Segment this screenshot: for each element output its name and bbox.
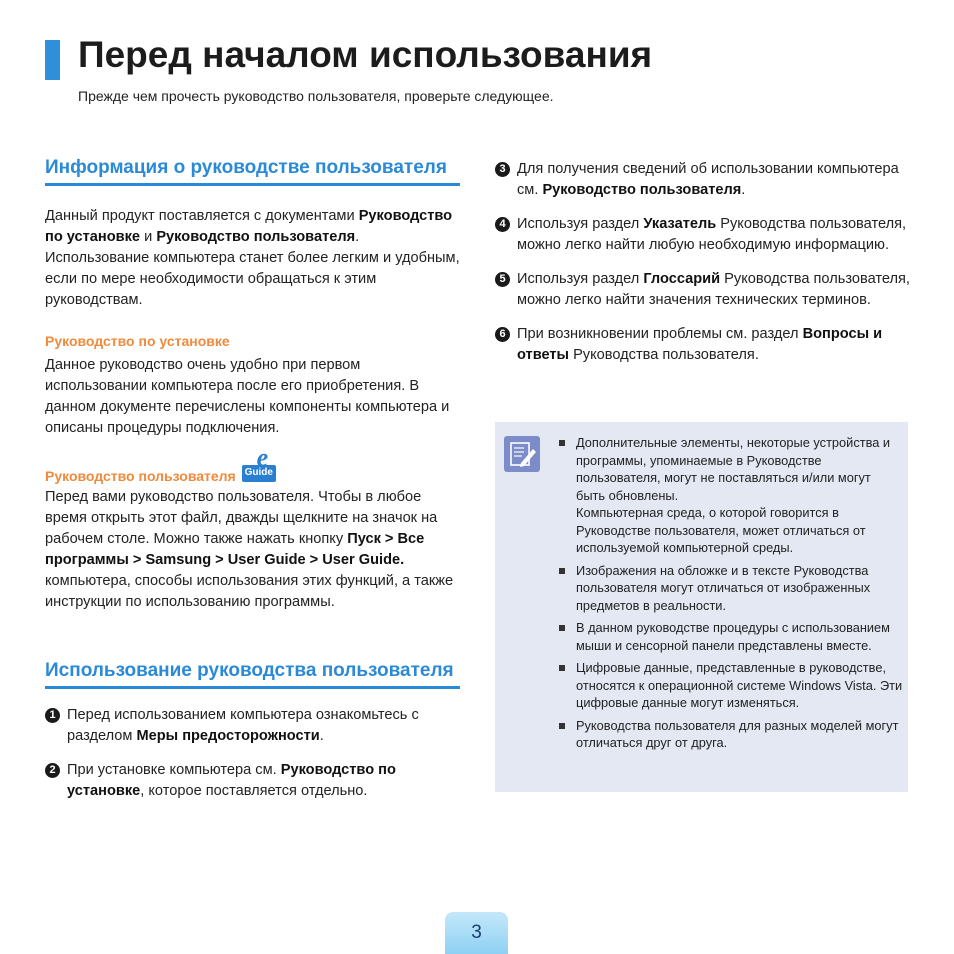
- number-badge: 5: [495, 272, 510, 287]
- page-subtitle: Прежде чем прочесть руководство пользователя, проверьте следующее.: [78, 88, 554, 104]
- intro-text: Данный продукт поставляется с документами: [45, 208, 359, 224]
- intro-paragraph: [45, 206, 460, 248]
- note-item: Цифровые данные, представленные в руководстве, относятся к операционной системе Windows Vista. Эти цифровые данные могут изменяться.: [558, 659, 903, 712]
- intro-text-end: .: [355, 229, 360, 245]
- note-box: [495, 422, 908, 792]
- memo-pencil-icon: [504, 436, 540, 472]
- list-item: 4 Используя раздел Указатель Руководства пользователя, можно легко найти любую необходимую информацию.: [495, 214, 910, 256]
- user-guide-text: [45, 487, 460, 571]
- intro-paragraph-2: Использование компьютера станет более легким и удобным, если по мере необходимости обращаться к этим руководствам.: [45, 250, 460, 308]
- page-title: Перед началом использования: [78, 34, 653, 75]
- section-heading-info: Информация о руководстве пользователя: [45, 156, 460, 186]
- user-guide-text-main: Перед вами руководство пользователя. Чтобы в любое время открыть этот файл, дважды щелкните на значок на рабочем столе. Можно также нажать кнопку: [45, 489, 438, 547]
- section-heading-usage: Использование руководства пользователя: [45, 659, 460, 689]
- list-item: 2 При установке компьютера см. Руководство по установке, которое поставляется отдельно.: [45, 760, 460, 802]
- note-item: Изображения на обложке и в тексте Руководства пользователя могут отличаться от изображенных предметов в реальности.: [558, 562, 903, 615]
- subheading-setup-guide: Руководство по установке: [45, 333, 230, 349]
- number-badge: 4: [495, 217, 510, 232]
- list-item: 1 Перед использованием компьютера ознакомьтесь с разделом Меры предосторожности.: [45, 705, 460, 747]
- number-badge: 6: [495, 327, 510, 342]
- subheading-user-guide-label: Руководство пользователя: [45, 468, 236, 484]
- list-item: 3 Для получения сведений об использовании компьютера см. Руководство пользователя.: [495, 159, 910, 201]
- number-badge: 2: [45, 763, 60, 778]
- title-accent-bar: [45, 40, 60, 80]
- user-guide-path: Пуск > Все программы > Samsung > User Guide > User Guide.: [45, 531, 425, 568]
- number-badge: 1: [45, 708, 60, 723]
- note-list: [558, 434, 903, 757]
- number-badge: 3: [495, 162, 510, 177]
- subheading-user-guide: [45, 443, 460, 485]
- list-item: 6 При возникновении проблемы см. раздел Вопросы и ответы Руководства пользователя.: [495, 324, 910, 366]
- note-item: Дополнительные элементы, некоторые устройства и программы, упоминаемые в Руководстве пользователя, могут не поставляться и/или могут быть обновлены. Компьютерная среда, о которой говорится в Руководстве пользователя, может отличаться от используемой компьютерной среды.: [558, 434, 903, 557]
- page-number: 3: [445, 912, 508, 954]
- intro-text-and: и: [140, 229, 157, 245]
- user-guide-icon: e Guide: [242, 451, 276, 485]
- left-column: [45, 156, 460, 802]
- note-item: Руководства пользователя для разных моделей могут отличаться друг от друга.: [558, 717, 903, 752]
- intro-bold-setup: Руководство по установке: [45, 208, 453, 245]
- right-column: [495, 159, 910, 366]
- list-item: 5 Используя раздел Глоссарий Руководства пользователя, можно легко найти значения технических терминов.: [495, 269, 910, 311]
- setup-guide-text: Данное руководство очень удобно при первом использовании компьютера после его приобретения. В данном документе перечислены компоненты компьютера и описаны процедуры подключения.: [45, 357, 450, 436]
- intro-bold-user: Руководство пользователя: [156, 229, 356, 245]
- user-guide-text-2: компьютера, способы использования этих функций, а также инструкции по использованию программы.: [45, 573, 454, 610]
- note-item: В данном руководстве процедуры с использованием мыши и сенсорной панели представлены вместе.: [558, 619, 903, 654]
